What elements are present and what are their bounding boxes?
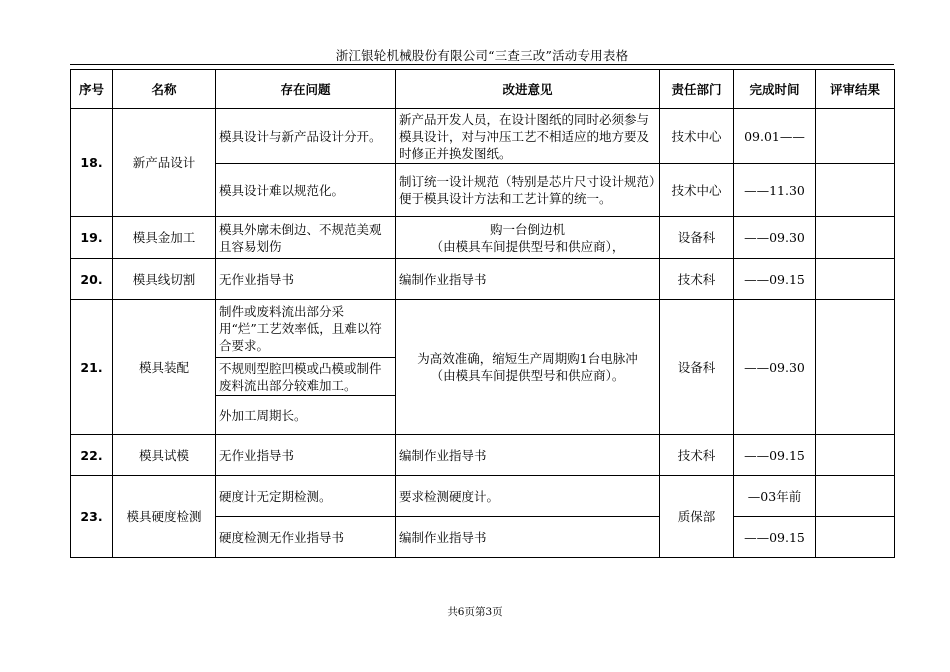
row-suggestion: 编制作业指导书: [396, 259, 660, 300]
col-header-seq: 序号: [71, 70, 113, 109]
row-name: 模具硬度检测: [113, 476, 216, 558]
row-seq: 19.: [71, 217, 113, 259]
row-time: ——11.30: [734, 164, 816, 217]
row-problem: 无作业指导书: [216, 435, 396, 476]
row-suggestion: 要求检测硬度计。: [396, 476, 660, 517]
col-header-name: 名称: [113, 70, 216, 109]
row-problem: 无作业指导书: [216, 259, 396, 300]
suggestion-line: 购一台倒边机: [489, 221, 565, 237]
table-row: [71, 259, 895, 300]
row-problem: 外加工周期长。: [216, 396, 396, 435]
header-divider: [70, 64, 894, 65]
row-problem: 硬度计无定期检测。: [216, 476, 396, 517]
row-seq: 22.: [71, 435, 113, 476]
col-header-time: 完成时间: [734, 70, 816, 109]
row-suggestion: [396, 300, 660, 435]
row-suggestion: 制订统一设计规范（特别是芯片尺寸设计规范）便于模具设计方法和工艺计算的统一。: [396, 164, 660, 217]
row-problem: 模具设计难以规范化。: [216, 164, 396, 217]
col-header-suggestion: 改进意见: [396, 70, 660, 109]
row-time: 09.01——: [734, 109, 816, 164]
row-name: 模具线切割: [113, 259, 216, 300]
row-review: [816, 300, 895, 435]
row-dept: 设备科: [660, 217, 734, 259]
row-suggestion: 编制作业指导书: [396, 435, 660, 476]
row-dept: 技术中心: [660, 109, 734, 164]
row-review: [816, 164, 895, 217]
table-row: [71, 217, 895, 259]
row-problem: 模具外廓未倒边、不规范美观且容易划伤: [216, 217, 396, 259]
row-review: [816, 217, 895, 259]
row-dept: 质保部: [660, 476, 734, 558]
row-name: 模具金加工: [113, 217, 216, 259]
row-dept: 技术科: [660, 435, 734, 476]
row-suggestion: 新产品开发人员，在设计图纸的同时必须参与模具设计，对与冲压工艺不相适应的地方要及时修正并换发图纸。: [396, 109, 660, 164]
row-name: 模具装配: [113, 300, 216, 435]
row-name: 模具试模: [113, 435, 216, 476]
inspection-table: [70, 69, 895, 558]
row-problem: 硬度检测无作业指导书: [216, 517, 396, 558]
row-review: [816, 435, 895, 476]
suggestion-line: 为高效准确，缩短生产周期购1台电脉冲: [417, 351, 638, 366]
row-seq: 20.: [71, 259, 113, 300]
col-header-review: 评审结果: [816, 70, 895, 109]
table-header-row: [71, 70, 895, 109]
suggestion-line: （由模具车间提供型号和供应商），: [430, 238, 625, 254]
row-seq: 18.: [71, 109, 113, 217]
row-problem: 模具设计与新产品设计分开。: [216, 109, 396, 164]
row-time: ——09.15: [734, 517, 816, 558]
row-seq: 23.: [71, 476, 113, 558]
row-time: —03年前: [734, 476, 816, 517]
row-time: ——09.15: [734, 435, 816, 476]
col-header-dept: 责任部门: [660, 70, 734, 109]
row-problem: 制件或废料流出部分采用“烂”工艺效率低，且难以符合要求。: [216, 300, 396, 358]
row-review: [816, 109, 895, 164]
row-seq: 21.: [71, 300, 113, 435]
row-suggestion: [396, 217, 660, 259]
row-review: [816, 476, 895, 517]
table-row: [71, 476, 895, 517]
row-time: ——09.30: [734, 217, 816, 259]
col-header-problem: 存在问题: [216, 70, 396, 109]
row-name: 新产品设计: [113, 109, 216, 217]
table-row: [71, 435, 895, 476]
page-header-title: 浙江银轮机械股份有限公司“三查三改”活动专用表格: [335, 48, 629, 63]
row-dept: 技术科: [660, 259, 734, 300]
row-dept: 设备科: [660, 300, 734, 435]
table-row: [71, 300, 895, 358]
row-review: [816, 259, 895, 300]
row-dept: 技术中心: [660, 164, 734, 217]
row-problem: 不规则型腔凹模或凸模或制件废料流出部分较难加工。: [216, 358, 396, 396]
row-time: ——09.15: [734, 259, 816, 300]
page-footer-number: 共6页第3页: [447, 606, 503, 618]
table-row: [71, 109, 895, 164]
row-suggestion: 编制作业指导书: [396, 517, 660, 558]
row-review: [816, 517, 895, 558]
row-time: ——09.30: [734, 300, 816, 435]
suggestion-line: （由模具车间提供型号和供应商）。: [430, 368, 625, 383]
